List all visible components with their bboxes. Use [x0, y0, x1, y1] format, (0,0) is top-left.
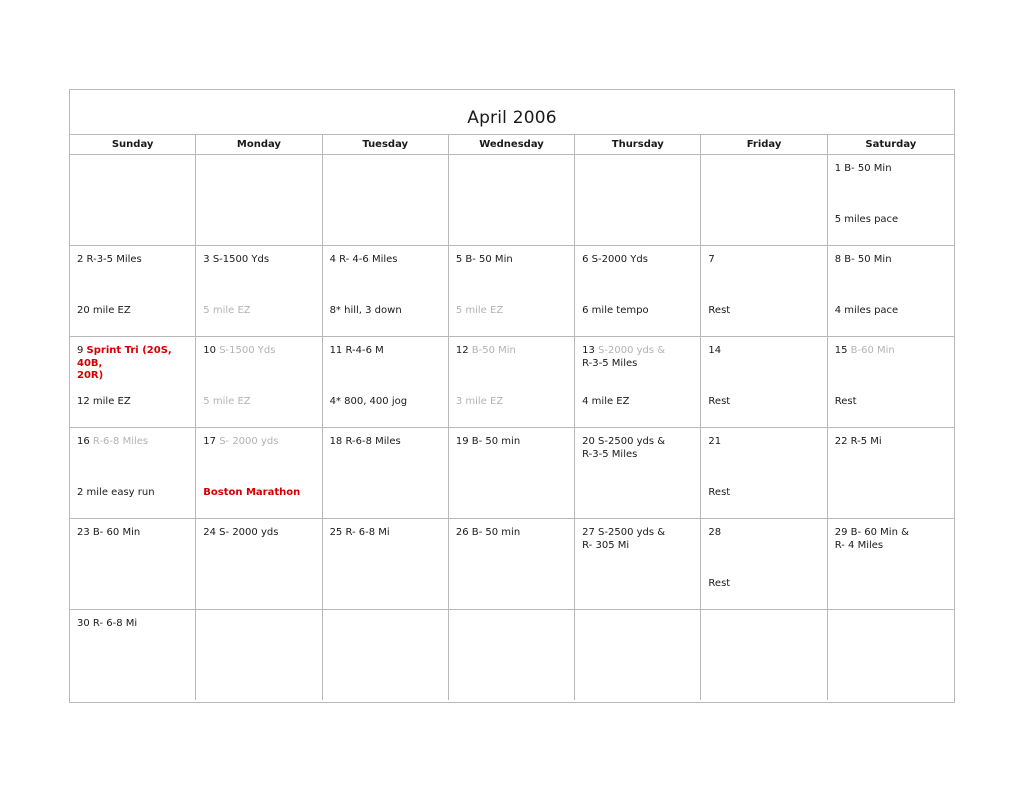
day-entry	[456, 254, 568, 267]
day-cell	[575, 337, 701, 427]
week-row	[70, 337, 954, 428]
entry-line	[708, 527, 820, 540]
day-note	[77, 305, 189, 318]
day-note	[708, 396, 820, 409]
day-entry	[77, 345, 189, 383]
day-cell	[196, 155, 322, 245]
day-note	[708, 578, 820, 591]
entry-line	[835, 345, 948, 358]
day-entry	[330, 254, 442, 267]
entry-text: 4 R- 4-6 Miles	[329, 254, 398, 265]
day-cell	[449, 337, 575, 427]
entry-text: 26 B- 50 min	[455, 527, 521, 538]
entry-text: Rest	[708, 396, 731, 407]
weekday-header: Wednesday	[449, 135, 575, 154]
day-entry	[203, 436, 315, 449]
entry-text: 5 miles pace	[834, 214, 899, 225]
entry-line	[582, 540, 694, 553]
entry-text: 4 miles pace	[834, 305, 899, 316]
day-entry	[203, 527, 315, 540]
day-cell	[575, 155, 701, 245]
day-cell	[701, 337, 827, 427]
entry-text: 30 R- 6-8 Mi	[77, 618, 138, 629]
day-note	[835, 396, 948, 409]
entry-line	[77, 487, 189, 500]
entry-text: 5 mile EZ	[203, 305, 251, 316]
entry-line	[835, 214, 948, 227]
entry-text: 17	[203, 436, 220, 447]
calendar-title: April 2006	[70, 90, 954, 135]
day-cell	[196, 519, 322, 609]
entry-line	[203, 305, 315, 318]
entry-line	[203, 396, 315, 409]
day-cell	[449, 610, 575, 700]
entry-text: 2 mile easy run	[77, 487, 155, 498]
day-cell	[828, 246, 954, 336]
entry-line	[77, 396, 189, 409]
entry-text: 25 R- 6-8 Mi	[329, 527, 390, 538]
day-entry	[835, 436, 948, 449]
entry-line	[330, 345, 442, 358]
day-entry	[582, 254, 694, 267]
entry-line	[582, 436, 694, 449]
entry-text: 12 mile EZ	[77, 396, 131, 407]
day-cell	[70, 155, 196, 245]
day-cell	[323, 610, 449, 700]
day-cell	[701, 428, 827, 518]
entry-text: 3 mile EZ	[455, 396, 504, 407]
day-cell	[196, 610, 322, 700]
entry-text: B-60 Min	[850, 345, 895, 356]
entry-line	[77, 345, 189, 370]
entry-line	[708, 487, 820, 500]
day-cell	[323, 246, 449, 336]
entry-line	[77, 254, 189, 267]
day-entry	[77, 527, 189, 540]
entry-text: 16	[77, 436, 93, 447]
entry-text: 20 S-2500 yds &	[582, 436, 666, 447]
day-note	[835, 214, 948, 227]
entry-text: 23 B- 60 Min	[77, 527, 141, 538]
entry-line	[456, 527, 568, 540]
entry-text: Rest	[708, 305, 731, 316]
day-entry	[835, 163, 948, 176]
entry-line	[456, 396, 568, 409]
entry-line	[203, 527, 315, 540]
entry-line	[456, 436, 568, 449]
weekday-header-row	[70, 135, 954, 155]
day-note	[203, 487, 315, 500]
day-cell	[828, 610, 954, 700]
day-entry	[582, 527, 694, 552]
day-cell	[828, 155, 954, 245]
entry-line	[835, 436, 948, 449]
entry-text: S- 2000 yds	[219, 436, 279, 447]
entry-text: 22 R-5 Mi	[834, 436, 882, 447]
weekday-header: Tuesday	[323, 135, 449, 154]
day-cell	[575, 428, 701, 518]
week-row	[70, 246, 954, 337]
day-cell	[196, 428, 322, 518]
entry-text: 2 R-3-5 Miles	[77, 254, 142, 265]
week-row	[70, 519, 954, 610]
day-entry	[77, 254, 189, 267]
day-note	[203, 396, 315, 409]
entry-text: 12	[455, 345, 472, 356]
day-cell	[70, 337, 196, 427]
entry-line	[835, 527, 948, 540]
entry-line	[708, 578, 820, 591]
day-entry	[582, 345, 694, 370]
week-row	[70, 428, 954, 519]
entry-line	[835, 305, 948, 318]
day-entry	[835, 345, 948, 358]
entry-text: 24 S- 2000 yds	[203, 527, 279, 538]
day-entry	[330, 527, 442, 540]
entry-text: 8* hill, 3 down	[329, 305, 402, 316]
entry-line	[203, 436, 315, 449]
entry-text: R-6-8 Miles	[92, 436, 149, 447]
entry-text: 29 B- 60 Min &	[834, 527, 909, 538]
entry-text: Rest	[708, 487, 731, 498]
entry-line	[77, 618, 189, 631]
day-entry	[708, 254, 820, 267]
day-entry	[708, 527, 820, 540]
entry-text: R-3-5 Miles	[582, 448, 638, 460]
day-note	[77, 396, 189, 409]
entry-text: 6 S-2000 Yds	[582, 254, 648, 265]
day-cell	[323, 337, 449, 427]
day-entry	[835, 527, 948, 552]
day-cell	[323, 428, 449, 518]
week-row	[70, 155, 954, 246]
weekday-header: Monday	[196, 135, 322, 154]
day-cell	[575, 519, 701, 609]
day-entry	[708, 436, 820, 449]
weekday-header: Friday	[701, 135, 827, 154]
entry-text: 20R)	[77, 370, 104, 381]
day-cell	[828, 428, 954, 518]
entry-line	[456, 305, 568, 318]
entry-line	[582, 254, 694, 267]
entry-line	[708, 254, 820, 267]
day-entry	[203, 345, 315, 358]
entry-text: R-3-5 Miles	[582, 357, 638, 369]
entry-line	[835, 163, 948, 176]
entry-line	[835, 254, 948, 267]
entry-text: S-2000 yds &	[598, 345, 666, 356]
day-cell	[449, 155, 575, 245]
day-note	[203, 305, 315, 318]
day-cell	[828, 337, 954, 427]
entry-text: 5 mile EZ	[203, 396, 251, 407]
entry-line	[330, 527, 442, 540]
entry-line	[582, 527, 694, 540]
day-cell	[449, 428, 575, 518]
day-cell	[196, 337, 322, 427]
entry-text: 8 B- 50 Min	[834, 254, 892, 265]
entry-line	[582, 358, 694, 371]
day-note	[456, 396, 568, 409]
day-cell	[701, 519, 827, 609]
entry-text: 28	[708, 527, 722, 538]
entry-line	[582, 396, 694, 409]
week-row	[70, 610, 954, 700]
entry-line	[330, 436, 442, 449]
entry-line	[456, 254, 568, 267]
day-note	[330, 305, 442, 318]
day-cell	[575, 246, 701, 336]
day-note	[330, 396, 442, 409]
day-cell	[70, 428, 196, 518]
entry-line	[203, 345, 315, 358]
day-entry	[456, 436, 568, 449]
entry-text: 1 B- 50 Min	[834, 163, 892, 174]
calendar	[69, 89, 955, 703]
day-cell	[701, 610, 827, 700]
entry-text: 20 mile EZ	[77, 305, 131, 316]
entry-text: 11 R-4-6 M	[329, 345, 384, 356]
day-entry	[330, 436, 442, 449]
entry-text: 13	[582, 345, 599, 356]
entry-text: R- 4 Miles	[834, 539, 884, 551]
entry-line	[77, 370, 189, 383]
entry-text: 4* 800, 400 jog	[329, 396, 408, 407]
day-entry	[203, 254, 315, 267]
entry-text: Sprint Tri (20S, 40B,	[77, 345, 172, 369]
entry-text: 15	[834, 345, 851, 356]
entry-line	[330, 305, 442, 318]
entry-text: Boston Marathon	[203, 487, 301, 498]
entry-text: 19 B- 50 min	[455, 436, 521, 447]
entry-text: R- 305 Mi	[582, 539, 630, 551]
day-entry	[582, 436, 694, 461]
entry-line	[708, 305, 820, 318]
entry-line	[582, 345, 694, 358]
entry-line	[203, 254, 315, 267]
entry-text: 10	[203, 345, 220, 356]
calendar-weeks	[70, 155, 954, 700]
day-note	[708, 305, 820, 318]
entry-line	[330, 254, 442, 267]
entry-line	[708, 436, 820, 449]
entry-text: 7	[708, 254, 715, 265]
entry-text: Rest	[708, 578, 731, 589]
day-cell	[196, 246, 322, 336]
entry-line	[708, 396, 820, 409]
entry-line	[203, 487, 315, 500]
day-cell	[323, 155, 449, 245]
day-entry	[708, 345, 820, 358]
entry-text: 3 S-1500 Yds	[203, 254, 270, 265]
entry-line	[835, 396, 948, 409]
entry-text: Rest	[834, 396, 857, 407]
day-entry	[77, 618, 189, 631]
entry-line	[330, 396, 442, 409]
day-cell	[70, 246, 196, 336]
entry-line	[77, 527, 189, 540]
entry-text: S-1500 Yds	[219, 345, 276, 356]
day-entry	[330, 345, 442, 358]
day-entry	[456, 345, 568, 358]
entry-text: 5 mile EZ	[455, 305, 504, 316]
entry-text: 21	[708, 436, 722, 447]
day-cell	[323, 519, 449, 609]
day-cell	[701, 155, 827, 245]
day-cell	[701, 246, 827, 336]
weekday-header: Sunday	[70, 135, 196, 154]
entry-line	[582, 305, 694, 318]
entry-line	[708, 345, 820, 358]
day-entry	[835, 254, 948, 267]
entry-text: 9	[77, 345, 87, 356]
day-cell	[575, 610, 701, 700]
day-cell	[70, 610, 196, 700]
entry-line	[582, 449, 694, 462]
day-note	[456, 305, 568, 318]
entry-text: 6 mile tempo	[582, 305, 649, 316]
day-entry	[456, 527, 568, 540]
day-note	[582, 305, 694, 318]
day-note	[835, 305, 948, 318]
day-note	[708, 487, 820, 500]
weekday-header: Saturday	[865, 139, 917, 150]
entry-text: 5 B- 50 Min	[455, 254, 513, 265]
day-note	[77, 487, 189, 500]
entry-line	[456, 345, 568, 358]
weekday-header: Thursday	[575, 135, 701, 154]
entry-text: B-50 Min	[471, 345, 516, 356]
entry-text: 18 R-6-8 Miles	[329, 436, 401, 447]
entry-text: 27 S-2500 yds &	[582, 527, 666, 538]
day-cell	[828, 519, 954, 609]
entry-text: 14	[708, 345, 722, 356]
day-cell	[449, 519, 575, 609]
day-note	[582, 396, 694, 409]
day-cell	[70, 519, 196, 609]
entry-line	[77, 305, 189, 318]
entry-text: 4 mile EZ	[582, 396, 630, 407]
entry-line	[835, 540, 948, 553]
day-cell	[449, 246, 575, 336]
entry-line	[77, 436, 189, 449]
day-entry	[77, 436, 189, 449]
